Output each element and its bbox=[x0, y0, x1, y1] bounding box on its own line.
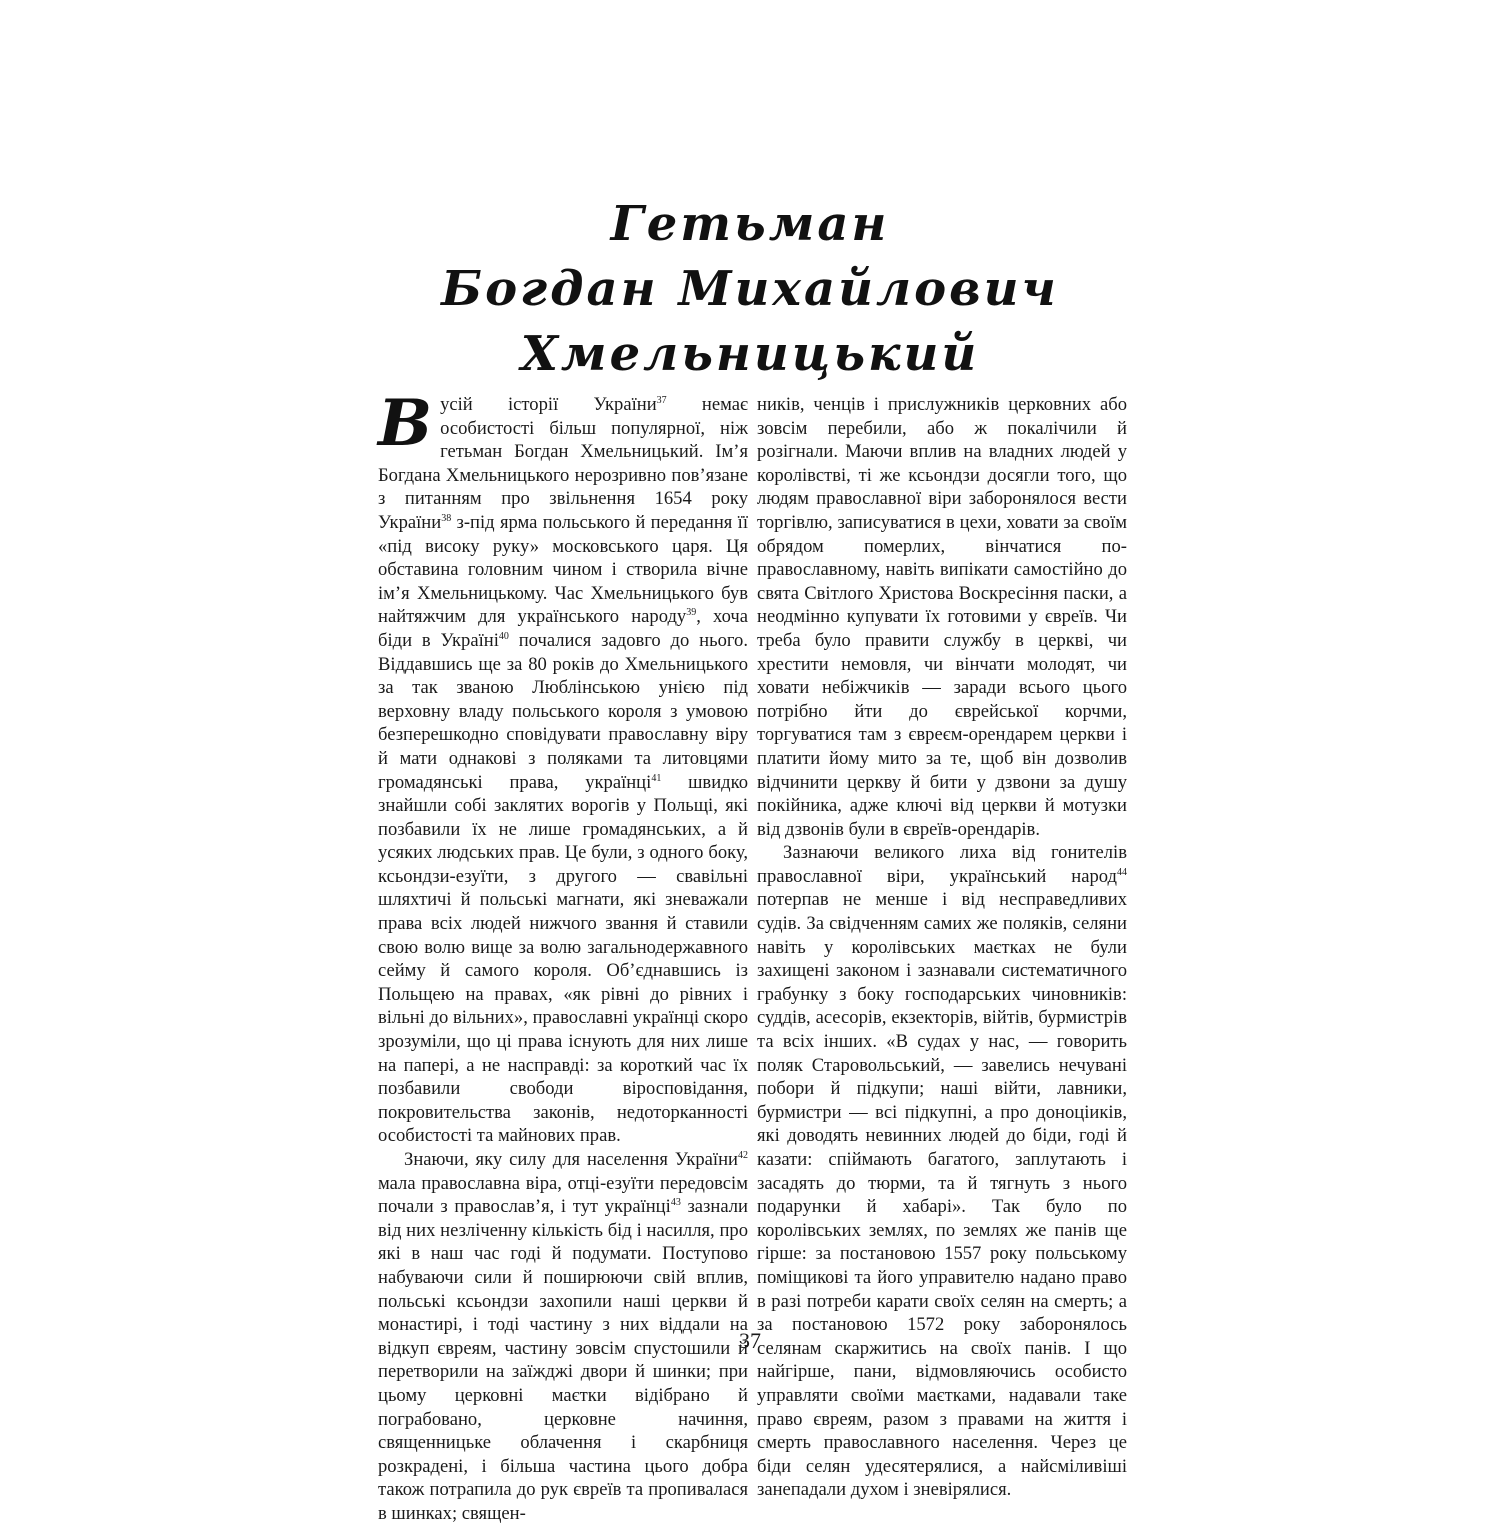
text-segment: усій історії України bbox=[440, 394, 657, 415]
title-line-2: Богдан Михайлович bbox=[441, 261, 1059, 317]
paragraph-1 bbox=[378, 386, 749, 1148]
left-column bbox=[378, 386, 749, 1526]
footnote-ref: 41 bbox=[651, 772, 662, 784]
text-segment: почалися задовго до нього. Віддавшись ще за 80 років до Хмельницького за так званою Люблінською унією під верховну владу польського короля з умовою безперешкодно сповідувати православну віру й мати однакові з поляками та литовцями громадянські права, українці bbox=[378, 629, 748, 793]
text-segment: немає особистості більш популярної, ніж гетьман Богдан Хмельницький. Ім’я Богдана Хмельницького нерозривно пов’язане з питанням про звільнення 1654 року України bbox=[378, 394, 748, 533]
footnote-ref: 42 bbox=[738, 1150, 748, 1161]
text-segment: зазнали від них незліченну кількість бід і насилля, про які в наш час годі й подумати. Поступово набуваючи сили й поширюючи свій вплив, польські ксьондзи захопили наші церкви й монастирі, і тоді частину з них віддали на відкуп євреям, частину зовсім спустошили й перетворили на заїжджі двори й шинки; при цьому церковні маєтки відібрано й пограбовано, церковне начиння, священницьке облачення і скарбниця розкрадені, і більша частина цього добра також потрапила до рук євреїв та пропивалася в шинках; священ- bbox=[378, 1196, 748, 1524]
text-segment: , хоча біди в Україні bbox=[378, 606, 748, 651]
paragraph-3: ників, ченців і прислужників церковних або зовсім перебили, або ж покалічили й розігнали. Маючи вплив на владних людей у королівстві, ті же ксьондзи досягли того, що людям православної віри заборонялося вести торгівлю, записуватися в цехи, ховати за своїм обрядом померлих, вінчатися по-православному, навіть випікати самостійно до свята Світлого Христова Воскресіння паски, а неодмінно купувати їх готовими у євреїв. Чи треба було правити службу в церкві, чи хрестити немовля, чи вінчати молодят, чи ховати небіжчиків — заради всього цього потрібно йти до єврейської корчми, торгуватися там з євреєм-орендарем церкви і платити йому мито за те, щоб він дозволив відчинити церкву й бити у дзвони за душу покійника, адже ключі від церкви й мотузки від дзвонів були в євреїв-орендарів. bbox=[757, 394, 1127, 840]
page-number: 37 bbox=[739, 1328, 761, 1353]
text-segment: Знаючи, яку силу для населення України bbox=[404, 1149, 738, 1170]
text-segment: швидко знайшли собі заклятих ворогів у Польщі, які позбавили їх не лише громадянських, а й усяких людських прав. Це були, з одного боку, ксьондзи-езуїти, з другого — свавільні шляхтичі й польські магнати, які зневажали права всіх людей нижчого звання й ставили свою волю вище за волю загальнодержавного сейму й самого короля. Об’єднавшись із Польщею на правах, «як рівні до рівних і вільні до вільних», православні українці скоро зрозуміли, що ці права існують для них лише на папері, а не насправді: за короткий час їх позбавили свободи віросповідання, покровительства законів, недоторканності особистості та майнових прав. bbox=[378, 771, 749, 1147]
footnote-ref: 39 bbox=[686, 607, 697, 619]
footnote-ref: 37 bbox=[656, 395, 667, 406]
paragraph-4 bbox=[757, 841, 1127, 1502]
text-segment: Зазнаючи великого лиха від гонителів православної віри, український народ bbox=[757, 842, 1127, 887]
drop-cap: В bbox=[378, 386, 433, 461]
text-segment: мала православна віра, отці-езуїти передовсім почали з православ’я, і тут українці bbox=[378, 1172, 748, 1218]
footnote-ref: 38 bbox=[441, 512, 452, 524]
text-segment: з-під ярма польського й передання її «під високу руку» московського царя. Ця обставина головним чином і створила вічне ім’я Хмельницькому. Час Хмельницького був найтяжчим для українського народу bbox=[378, 511, 748, 628]
title-line-3: Хмельницький bbox=[520, 326, 980, 382]
title-line-1: Гетьман bbox=[610, 196, 890, 252]
footnote-ref: 40 bbox=[498, 630, 509, 642]
text-segment: потерпав не менше і від несправедливих судів. За свідченням самих же поляків, селяни навіть у королівських маєтках не були захищені законом і зазнавали систематичного грабунку з боку господарських чиновників: суддів, асесорів, екзекторів, війтів, бурмистрів та всіх інших. «В судах у нас, — говорить поляк Старовольський, — завелись нечувані побори й підкупи; наші війти, лавники, бурмистри — всі підкупні, а про доноціиків, які доводять невинних людей до біди, годі й казати: спіймають багатого, заплутають і засадять до тюрми, та й тягнуть з нього подарунки й хабарі». Так було по королівських землях, по землях же панів ще гірше: за постановою 1557 року польському поміщикові та його управителю надано право в разі потреби карати своїх селян на смерть; а за постановою 1572 року заборонялось селянам скаржитись на своїх панів. І що найгірше, пани, відмовляючись особисто управляти своїми маєтками, надавали таке право євреям, разом з правами на життя і смерть православного населення. Через це біди селян удесятерялися, а найсміливіші занепадали духом і зневірялися. bbox=[757, 889, 1127, 1501]
footnote-ref: 43 bbox=[670, 1197, 681, 1209]
chapter-title bbox=[0, 192, 1500, 387]
footnote-ref: 44 bbox=[1117, 866, 1127, 878]
